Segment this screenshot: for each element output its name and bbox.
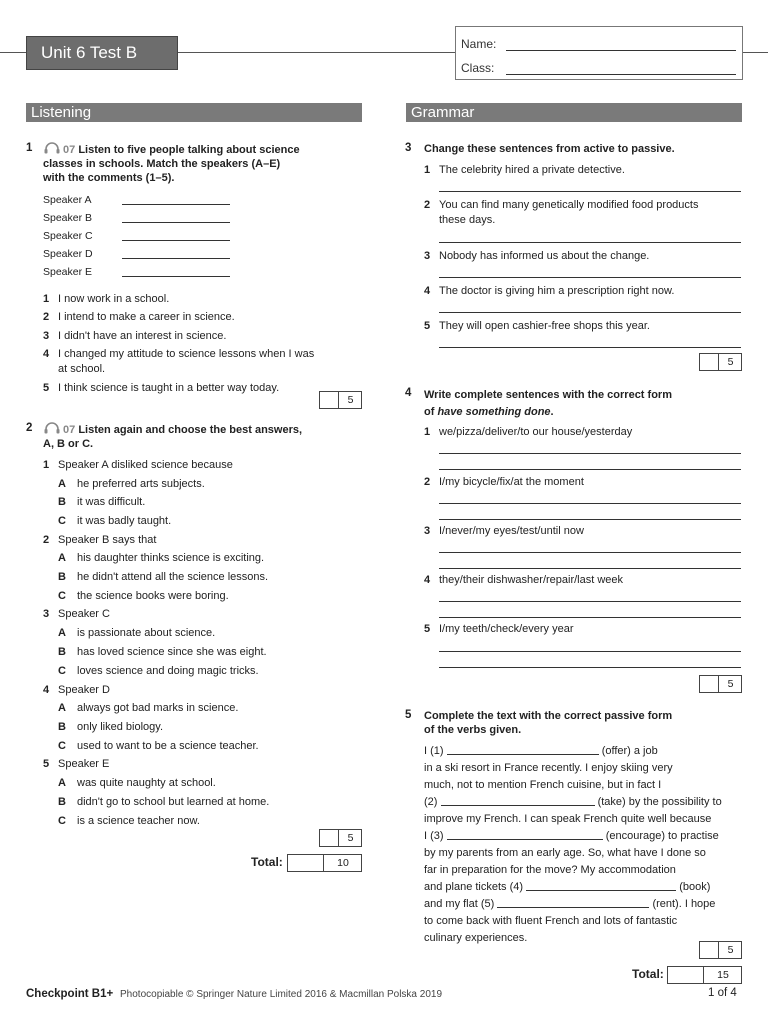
answer-line[interactable] [122,258,230,259]
option-letter[interactable]: C [58,815,66,827]
comment-number: 5 [43,382,50,394]
total-score-box[interactable]: 10 [287,854,362,872]
gap-2[interactable] [441,795,595,806]
speaker-label: Speaker D [43,248,93,260]
item-stem: Speaker E [58,758,110,770]
headphones-icon [43,422,61,434]
item-stem: Speaker A disliked science because [58,459,233,471]
class-field[interactable] [506,74,736,75]
comment-text: I intend to make a career in science. [58,311,235,323]
option-letter[interactable]: C [58,515,66,527]
question-2-number: 2 [26,422,33,434]
comment-number: 2 [43,311,50,323]
option-text: he didn't attend all the science lessons. [77,571,269,583]
speaker-label: Speaker E [43,266,93,278]
item-prompt: we/pizza/deliver/to our house/yesterday [439,426,633,438]
item-number: 5 [43,758,50,770]
item-number: 1 [43,459,50,471]
answer-line[interactable] [439,568,741,569]
option-letter[interactable]: B [58,721,66,733]
item-number: 4 [424,285,431,297]
item-number: 1 [424,164,431,176]
answer-line[interactable] [439,277,741,278]
question-2-title: 07 Listen again and choose the best answers, A, B or C. [43,424,303,450]
item-number: 3 [43,608,50,620]
item-prompt: they/their dishwasher/repair/last week [439,574,624,586]
score-box[interactable]: 5 [319,391,362,409]
question-3-title: Change these sentences from active to passive. [424,143,675,155]
track-number: 07 [63,424,76,436]
answer-line[interactable] [439,651,741,652]
option-letter[interactable]: A [58,478,66,490]
answer-line[interactable] [439,191,741,192]
item-number: 5 [424,320,431,332]
total-label: Total: [251,855,283,869]
option-text: didn't go to school but learned at home. [77,796,270,808]
item-number: 2 [424,199,431,211]
option-letter[interactable]: B [58,571,66,583]
total-label: Total: [632,967,664,981]
question-4-title: Write complete sentences with the correct form of have something done. [424,389,672,418]
item-prompt: I/my teeth/check/every year [439,623,574,635]
item-prompt: I/never/my eyes/test/until now [439,525,584,537]
name-class-box [455,26,743,80]
item-number: 4 [424,574,431,586]
option-text: is a science teacher now. [77,815,200,827]
listening-heading: Listening [26,103,362,122]
speaker-label: Speaker B [43,212,93,224]
option-letter[interactable]: C [58,590,66,602]
comment-number: 4 [43,348,50,360]
footer [26,988,442,1000]
option-text: he preferred arts subjects. [77,478,205,490]
grammar-heading: Grammar [406,103,742,122]
comment-number: 3 [43,330,50,342]
speaker-label: Speaker C [43,230,93,242]
answer-line[interactable] [439,617,741,618]
name-label: Name: [461,37,497,51]
option-text: loves science and doing magic tricks. [77,665,259,677]
option-text: only liked biology. [77,721,164,733]
gap-fill-text: I (1) (offer) a job in a ski resort in France recently. I enjoy skiing very much, not to mention French cuisine, but in fact I (2) (take) by the possibility to improve my French. I can speak French quite well because I (3) (encourage) to practise by my parents from an early age. So, what have I done so far in preparation for the move? My accommodation and plane tickets (4) (book) and my flat (5) (rent). I hope to come back with fluent French and lots of fantastic culinary experiences. [424,745,722,944]
question-5-title: Complete the text with the correct passive form of the verbs given. [424,710,673,736]
item-stem: Speaker B says that [58,534,157,546]
question-1-title: 07 Listen to five people talking about science classes in schools. Match the speakers (A–E) with the comments (1–5). [43,144,300,184]
answer-line[interactable] [439,312,741,313]
comment-text: I didn't have an interest in science. [58,330,227,342]
item-number: 2 [424,476,431,488]
item-text: The doctor is giving him a prescription right now. [439,285,675,297]
answer-line[interactable] [439,347,741,348]
item-text-cont: these days. [439,214,496,226]
answer-line[interactable] [122,276,230,277]
speaker-label: Speaker A [43,194,92,206]
class-label: Class: [461,61,495,75]
item-stem: Speaker D [58,684,110,696]
item-number: 2 [43,534,50,546]
answer-line[interactable] [439,469,741,470]
item-prompt: I/my bicycle/fix/at the moment [439,476,584,488]
option-letter[interactable]: B [58,646,66,658]
option-letter[interactable]: A [58,627,66,639]
score-box[interactable]: 5 [699,941,742,959]
item-number: 3 [424,525,431,537]
footer-brand: Checkpoint B1+ [26,988,114,1000]
option-text: it was badly taught. [77,515,172,527]
item-number: 3 [424,250,431,262]
answer-line[interactable] [439,242,741,243]
answer-line[interactable] [439,519,741,520]
comment-text: I think science is taught in a better way today. [58,382,280,394]
item-number: 5 [424,623,431,635]
score-box[interactable]: 5 [699,675,742,693]
option-letter[interactable]: A [58,702,66,714]
item-number: 1 [424,426,431,438]
comment-text-cont: at school. [58,363,106,375]
item-number: 4 [43,684,50,696]
item-text: Nobody has informed us about the change. [439,250,650,262]
option-text: used to want to be a science teacher. [77,740,259,752]
question-5-number: 5 [405,709,412,721]
answer-line[interactable] [122,222,230,223]
name-field[interactable] [506,50,736,51]
option-text: was quite naughty at school. [77,777,216,789]
comment-text: I now work in a school. [58,293,170,305]
answer-line[interactable] [439,453,741,454]
option-letter[interactable]: B [58,796,66,808]
question-3-number: 3 [405,142,412,154]
question-4-number: 4 [405,387,412,399]
option-text: has loved science since she was eight. [77,646,267,658]
score-box[interactable]: 5 [699,353,742,371]
option-letter[interactable]: C [58,665,66,677]
option-text: his daughter thinks science is exciting. [77,552,265,564]
item-stem: Speaker C [58,608,110,620]
page-number: 1 of 4 [708,987,737,999]
track-number: 07 [63,144,76,156]
footer-copyright: Photocopiable © Springer Nature Limited 2016 & Macmillan Polska 2019 [120,989,443,1000]
headphones-icon [43,142,61,154]
score-box[interactable]: 5 [319,829,362,847]
option-letter[interactable]: A [58,552,66,564]
answer-line[interactable] [439,503,741,504]
gap-3[interactable] [447,829,603,840]
item-text: They will open cashier-free shops this year. [439,320,650,332]
answer-line[interactable] [122,240,230,241]
option-text: always got bad marks in science. [77,702,239,714]
answer-line[interactable] [122,204,230,205]
comment-text: I changed my attitude to science lessons when I was [58,348,315,360]
option-letter[interactable]: B [58,496,66,508]
option-letter[interactable]: C [58,740,66,752]
gap-5[interactable] [497,897,649,908]
option-letter[interactable]: A [58,777,66,789]
gap-4[interactable] [526,880,676,891]
gap-1[interactable] [447,744,599,755]
answer-line[interactable] [439,552,741,553]
comment-number: 1 [43,293,50,305]
total-score-box[interactable]: 15 [667,966,742,984]
unit-title: Unit 6 Test B [26,36,178,70]
item-text: The celebrity hired a private detective. [439,164,625,176]
question-1-number: 1 [26,142,33,154]
option-text: it was difficult. [77,496,146,508]
answer-line[interactable] [439,601,741,602]
answer-line[interactable] [439,667,741,668]
item-text: You can find many genetically modified food products [439,199,699,211]
option-text: is passionate about science. [77,627,216,639]
option-text: the science books were boring. [77,590,229,602]
